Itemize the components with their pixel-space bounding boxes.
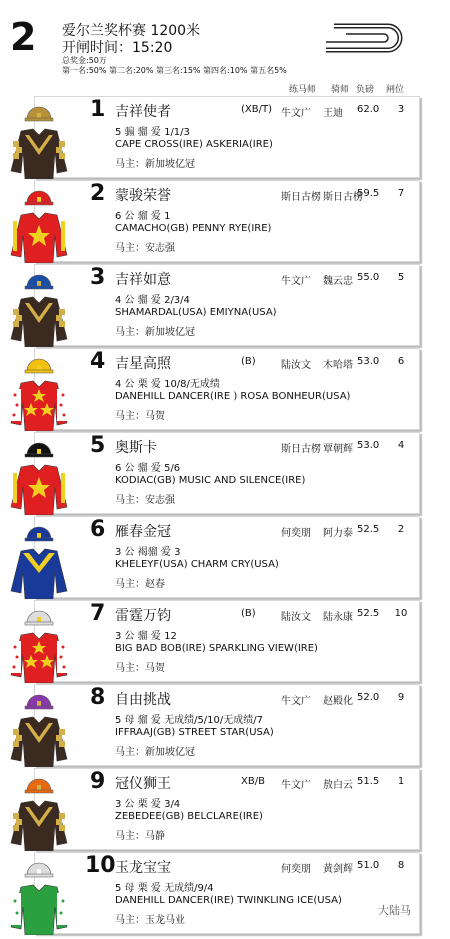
jockey-silks-icon (7, 353, 71, 431)
horse-draw: 1 (397, 776, 405, 787)
horse-pedigree: DANEHILL DANCER(IRE ) ROSA BONHEUR(USA) (115, 391, 351, 402)
horse-trainer: 何奕朋 (281, 864, 311, 875)
horse-draw: 6 (397, 356, 405, 367)
horse-name: 雁春金冠 (115, 524, 171, 540)
horse-owner: 马主：安志强 (115, 495, 175, 506)
horse-info: 5 骟 骝 爱 1/1/3 (115, 127, 190, 138)
horse-owner: 马主：赵春 (115, 579, 165, 590)
jockey-silks-icon (7, 689, 71, 767)
horse-pedigree: SHAMARDAL(USA) EMIYNA(USA) (115, 307, 277, 318)
horse-info: 3 公 骝 爱 12 (115, 631, 177, 642)
column-draw: 闸位 (386, 85, 405, 95)
watermark: 大陆马 (378, 904, 411, 917)
horse-draw: 8 (397, 860, 405, 871)
horse-trainer: 斯日古楞 (281, 192, 321, 203)
horse-card (34, 348, 420, 430)
horse-info: 6 公 骝 爱 5/6 (115, 463, 181, 474)
horse-draw: 2 (397, 524, 405, 535)
horse-pedigree: KHELEYF(USA) CHARM CRY(USA) (115, 559, 279, 570)
horse-weight: 53.0 (357, 356, 380, 367)
horse-pedigree: DANEHILL DANCER(IRE) TWINKLING ICE(USA) (115, 895, 342, 906)
column-jockey: 骑师 (331, 85, 350, 95)
horse-number: 3 (90, 265, 106, 290)
horse-jockey: 王迪 (323, 108, 343, 119)
horse-number: 6 (90, 517, 106, 542)
horse-pedigree: CAPE CROSS(IRE) ASKERIA(IRE) (115, 139, 273, 150)
horse-name: 奥斯卡 (115, 440, 157, 456)
horse-card (34, 600, 420, 682)
jockey-silks-icon (7, 269, 71, 347)
horse-weight: 52.0 (357, 692, 380, 703)
horse-pedigree: ZEBEDEE(GB) BELCLARE(IRE) (115, 811, 263, 822)
race-title: 爱尔兰奖杯赛 1200米 (62, 23, 201, 39)
horse-trainer: 斯日古楞 (281, 444, 321, 455)
horse-number: 5 (90, 433, 106, 458)
race-start-time: 开闸时间：15:20 (62, 40, 173, 56)
horse-name: 吉星高照 (115, 356, 171, 372)
race-header (0, 0, 450, 95)
horse-number: 1 (90, 97, 106, 122)
horse-weight: 55.0 (357, 272, 380, 283)
horse-jockey: 木哈塔 (323, 360, 353, 371)
horse-name: 自由挑战 (115, 692, 171, 708)
horse-jockey: 覃朝辉 (323, 444, 353, 455)
horse-trainer: 牛文广 (281, 780, 311, 791)
horse-card (34, 516, 420, 598)
horse-number: 10 (85, 853, 116, 878)
horse-owner: 马主：马贺 (115, 663, 165, 674)
horse-card (34, 264, 420, 346)
horse-info: 3 公 栗 爱 3/4 (115, 799, 181, 810)
horse-trainer: 牛文广 (281, 696, 311, 707)
horse-info: 6 公 骝 爱 1 (115, 211, 171, 222)
horse-info: 4 公 栗 爱 10/8/无成绩 (115, 379, 220, 390)
horse-card (34, 768, 420, 850)
horse-weight: 52.5 (357, 608, 380, 619)
horse-name: 冠仪狮王 (115, 776, 171, 792)
horse-jockey: 黄剑辉 (323, 864, 353, 875)
horse-draw: 3 (397, 104, 405, 115)
horse-weight: 62.0 (357, 104, 380, 115)
column-weight: 负磅 (356, 85, 375, 95)
horse-trainer: 陆汝文 (281, 360, 311, 371)
horse-owner: 马主：新加坡亿冠 (115, 159, 195, 170)
horse-number: 8 (90, 685, 106, 710)
horse-owner: 马主：马贺 (115, 411, 165, 422)
horse-draw: 7 (397, 188, 405, 199)
horse-gear: (XB/T) (241, 104, 272, 115)
horse-draw: 5 (397, 272, 405, 283)
horse-jockey: 魏云忠 (323, 276, 353, 287)
horse-name: 吉祥使者 (115, 104, 171, 120)
horse-card (34, 684, 420, 766)
horse-trainer: 牛文广 (281, 108, 311, 119)
horse-jockey: 阿力泰 (323, 528, 353, 539)
jockey-silks-icon (7, 857, 71, 935)
horse-weight: 51.0 (357, 860, 380, 871)
horse-card (34, 432, 420, 514)
horse-pedigree: BIG BAD BOB(IRE) SPARKLING VIEW(IRE) (115, 643, 318, 654)
horse-weight: 51.5 (357, 776, 380, 787)
horse-gear: (B) (241, 608, 256, 619)
horse-info: 3 公 褐骝 爱 3 (115, 547, 181, 558)
horse-info: 5 母 骝 爱 无成绩/5/10/无成绩/7 (115, 715, 264, 726)
horse-info: 5 母 栗 爱 无成绩/9/4 (115, 883, 214, 894)
horse-jockey: 赵殿化 (323, 696, 353, 707)
horse-number: 9 (90, 769, 106, 794)
horse-number: 4 (90, 349, 106, 374)
jockey-silks-icon (7, 773, 71, 851)
horse-trainer: 牛文广 (281, 276, 311, 287)
horse-weight: 59.5 (357, 188, 380, 199)
horse-weight: 53.0 (357, 440, 380, 451)
horse-jockey: 敖白云 (323, 780, 353, 791)
race-purse: 总奖金:50万 (62, 56, 107, 65)
horse-gear: XB/B (241, 776, 265, 787)
horse-card (34, 852, 420, 934)
horse-info: 4 公 骝 爱 2/3/4 (115, 295, 190, 306)
jockey-silks-icon (7, 521, 71, 599)
horse-draw: 10 (394, 608, 408, 619)
horse-draw: 4 (397, 440, 405, 451)
horse-number: 2 (90, 181, 106, 206)
horse-card (34, 180, 420, 262)
horse-name: 吉祥如意 (115, 272, 171, 288)
horse-card (34, 96, 420, 178)
horse-owner: 马主：新加坡亿冠 (115, 747, 195, 758)
horse-owner: 马主：新加坡亿冠 (115, 327, 195, 338)
jockey-silks-icon (7, 605, 71, 683)
horse-weight: 52.5 (357, 524, 380, 535)
horse-name: 玉龙宝宝 (115, 860, 171, 876)
horse-number: 7 (90, 601, 106, 626)
horse-owner: 马主：玉龙马业 (115, 915, 185, 926)
track-diagram-icon (318, 20, 414, 60)
jockey-silks-icon (7, 185, 71, 263)
horse-pedigree: IFFRAAJ(GB) STREET STAR(USA) (115, 727, 274, 738)
horse-trainer: 何奕朋 (281, 528, 311, 539)
horse-jockey: 斯日古楞 (323, 192, 363, 203)
horse-pedigree: KODIAC(GB) MUSIC AND SILENCE(IRE) (115, 475, 306, 486)
horse-pedigree: CAMACHO(GB) PENNY RYE(IRE) (115, 223, 272, 234)
horse-name: 蒙骏荣誉 (115, 188, 171, 204)
jockey-silks-icon (7, 101, 71, 179)
horse-owner: 马主：马静 (115, 831, 165, 842)
horse-trainer: 陆汝文 (281, 612, 311, 623)
horse-gear: (B) (241, 356, 256, 367)
horse-jockey: 陆永康 (323, 612, 353, 623)
column-trainer: 练马师 (289, 85, 317, 95)
race-payout: 第一名:50% 第二名:20% 第三名:15% 第四名:10% 第五名5% (62, 66, 287, 75)
horse-draw: 9 (397, 692, 405, 703)
jockey-silks-icon (7, 437, 71, 515)
horse-owner: 马主：安志强 (115, 243, 175, 254)
horse-name: 雷霆万钧 (115, 608, 171, 624)
race-number: 2 (10, 15, 37, 59)
